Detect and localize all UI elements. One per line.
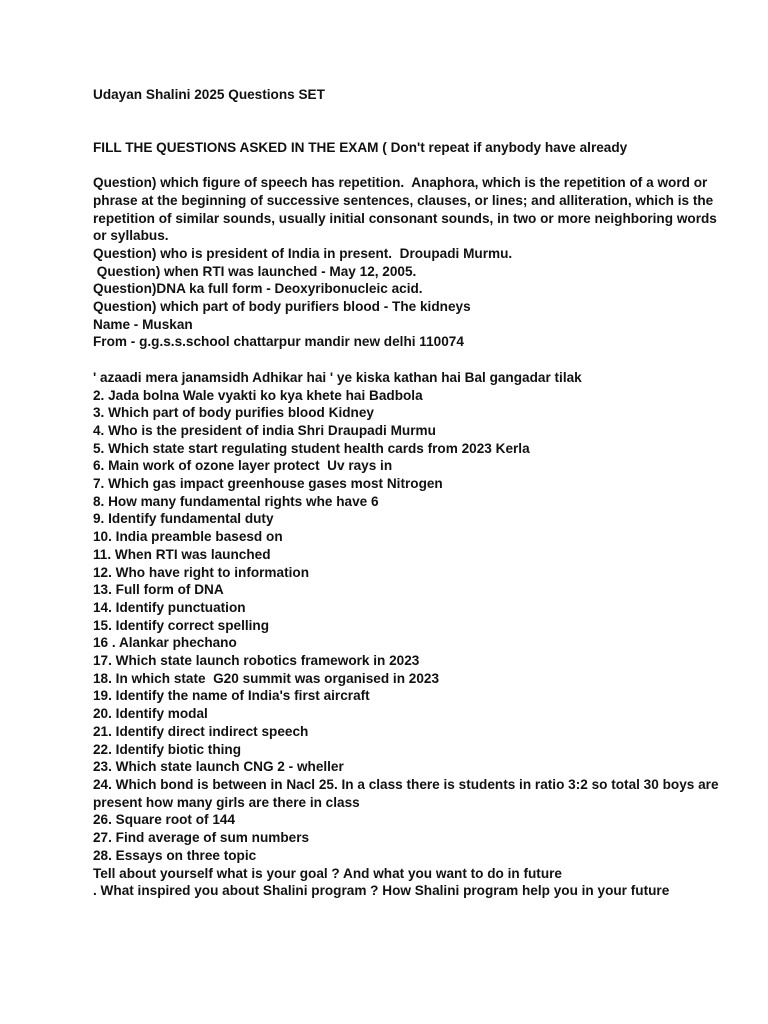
instruction-heading: FILL THE QUESTIONS ASKED IN THE EXAM ( Don't repeat if anybody have already: [93, 139, 628, 155]
list-item: 13. Full form of DNA: [93, 582, 224, 598]
list-item: Tell about yourself what is your goal ? And what you want to do in future: [93, 865, 562, 881]
second-submission: [93, 369, 733, 900]
question-blood-purifier: Question) which part of body purifiers blood - The kidneys: [93, 299, 471, 315]
list-item: . What inspired you about Shalini program ? How Shalini program help you in your future: [93, 883, 670, 899]
list-item: 27. Find average of sum numbers: [93, 830, 310, 846]
question-president: Question) who is president of India in present. Droupadi Murmu.: [93, 245, 513, 261]
list-item: 23. Which state launch CNG 2 - wheller: [93, 759, 344, 775]
question-dna: Question)DNA ka full form - Deoxyribonucleic acid.: [93, 281, 423, 297]
list-item: 26. Square root of 144: [93, 812, 236, 828]
first-submission: [93, 174, 733, 351]
list-item: 5. Which state start regulating student health cards from 2023 Kerla: [93, 440, 530, 456]
list-item: 21. Identify direct indirect speech: [93, 723, 309, 739]
list-item: 24. Which bond is between in Nacl 25. In a class there is students in ratio 3:2 so total 30 boys are present how many girls are there in class: [93, 776, 723, 810]
list-item: 16 . Alankar phechano: [93, 635, 237, 651]
list-item: 6. Main work of ozone layer protect Uv rays in: [93, 458, 393, 474]
list-item: 17. Which state launch robotics framework in 2023: [93, 653, 420, 669]
submitter-school: From - g.g.s.s.school chattarpur mandir new delhi 110074: [93, 334, 464, 350]
submitter-name: Name - Muskan: [93, 316, 193, 332]
list-item: 9. Identify fundamental duty: [93, 511, 274, 527]
question-rti: Question) when RTI was launched - May 12, 2005.: [93, 263, 417, 279]
list-item: 15. Identify correct spelling: [93, 617, 270, 633]
list-item: 8. How many fundamental rights whe have 6: [93, 493, 379, 509]
document-body: [93, 86, 733, 900]
list-item: 22. Identify biotic thing: [93, 741, 242, 757]
list-item: ' azaadi mera janamsidh Adhikar hai ' ye kiska kathan hai Bal gangadar tilak: [93, 369, 582, 385]
list-item: 12. Who have right to information: [93, 564, 309, 580]
list-item: 28. Essays on three topic: [93, 847, 257, 863]
list-item: 7. Which gas impact greenhouse gases most Nitrogen: [93, 476, 443, 492]
list-item: 2. Jada bolna Wale vyakti ko kya khete hai Badbola: [93, 387, 423, 403]
list-item: 4. Who is the president of india Shri Draupadi Murmu: [93, 422, 436, 438]
list-item: 20. Identify modal: [93, 706, 208, 722]
list-item: 14. Identify punctuation: [93, 599, 246, 615]
list-item: 3. Which part of body purifies blood Kidney: [93, 405, 374, 421]
list-item: 18. In which state G20 summit was organised in 2023: [93, 670, 440, 686]
list-item: 11. When RTI was launched: [93, 546, 271, 562]
document-title: Udayan Shalini 2025 Questions SET: [93, 87, 325, 102]
list-item: 10. India preamble basesd on: [93, 529, 283, 545]
question-figure-of-speech: Question) which figure of speech has repetition. Anaphora, which is the repetition of a word or phrase at the beginning of successive sentences, clauses, or lines; and alliteration, which is the repetition of similar sounds, usually initial consonant sounds, in two or more neighboring words or syllabus.: [93, 175, 721, 244]
list-item: 19. Identify the name of India's first aircraft: [93, 688, 370, 704]
